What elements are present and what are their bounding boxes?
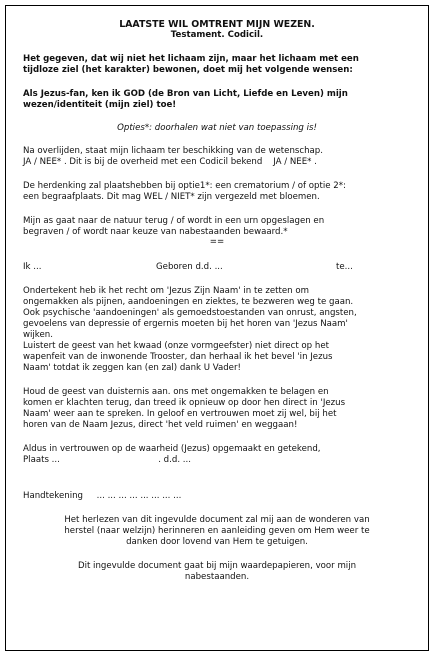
darkness-line: Naam' weer aan te spreken. In geloof en vertrouwen moet zij wel, bij het — [23, 409, 337, 419]
closing-line: nabestaanden. — [184, 572, 250, 582]
authority-line: Ondertekent heb ik het recht om 'Jezus Zijn Naam' in te zetten om — [23, 286, 309, 296]
closing-line: danken door lovend van Hem te getuigen. — [126, 537, 308, 547]
intro-line: Het gegeven, dat wij niet het lichaam zijn, maar het lichaam met een — [23, 54, 359, 64]
authority-line: wapenfeit van de inwonende Trooster, dan herhaal ik het bevel 'in Jezus — [23, 352, 333, 362]
authority-line: wijken. — [23, 330, 53, 340]
ashes-line: Mijn as gaat naar de natuur terug / of wordt in een urn opgeslagen en — [23, 216, 325, 226]
closing-line: herstel (naar welzijn) herinneren en aanleiding geven om Hem weer te — [64, 526, 370, 536]
memorial-line: De herdenking zal plaatshebben bij optie1*: een crematorium / of optie 2*: — [23, 181, 346, 191]
authority-line: Ook psychische 'aandoeningen' als gemoedstoestanden van onrust, angsten, — [23, 308, 357, 318]
authority-line: ongemakken als pijnen, aandoeningen en ziektes, te bezweren weg te gaan. — [23, 297, 354, 307]
closing-line: Dit ingevulde document gaat bij mijn waardepapieren, voor mijn — [77, 561, 357, 571]
authority-line: Naam' totdat ik zeggen kan (en zal) dank U Vader! — [23, 363, 241, 373]
body-donation-line: JA / NEE* . Dit is bij de overheid met een Codicil bekend JA / NEE* . — [23, 157, 317, 167]
memorial-line: een begraafplaats. Dit mag WEL / NIET* zijn vergezeld met bloemen. — [23, 192, 320, 202]
signature-line: Handtekening ... ... ... ... ... ... ... ... — [23, 491, 182, 501]
name-field: Ik ... — [23, 262, 42, 272]
place-date-line: Plaats ... . d.d. ... — [23, 455, 191, 465]
ashes-line: begraven / of wordt naar keuze van nabestaanden bewaard.* — [23, 227, 288, 237]
closing-line: Het herlezen van dit ingevulde document zal mij aan de wonderen van — [64, 515, 370, 525]
birthdate-field: Geboren d.d. ... — [156, 262, 223, 272]
document-subtitle: Testament. Codicil. — [170, 30, 264, 40]
darkness-line: komen er klachten terug, dan treed ik opnieuw op door hen direct in 'Jezus — [23, 398, 346, 408]
options-note: Opties*: doorhalen wat niet van toepassing is! — [117, 123, 317, 133]
authority-line: Luistert de geest van het kwaad (onze vormgeefster) niet direct op het — [23, 341, 329, 351]
darkness-line: Houd de geest van duisternis aan. ons met ongemakken te belagen en — [23, 387, 329, 397]
intro-line: tijdloze ziel (het karakter) bewonen, doet mij het volgende wensen: — [23, 65, 353, 75]
separator: == — [209, 237, 225, 247]
testament-document — [5, 5, 429, 651]
jesus-fan-line: Als Jezus-fan, ken ik GOD (de Bron van Licht, Liefde en Leven) mijn — [23, 89, 348, 99]
darkness-line: horen van de Naam Jezus, direct 'het veld ruimen' en weggaan! — [23, 420, 298, 430]
signed-line: Aldus in vertrouwen op de waarheid (Jezus) opgemaakt en getekend, — [23, 444, 321, 454]
birthplace-field: te... — [336, 262, 353, 272]
authority-line: gevoelens van depressie of ergernis moeten bij het horen van 'Jezus Naam' — [23, 319, 348, 329]
body-donation-line: Na overlijden, staat mijn lichaam ter beschikking van de wetenschap. — [23, 146, 323, 156]
jesus-fan-line: wezen/identiteit (mijn ziel) toe! — [23, 100, 177, 110]
document-title: LAATSTE WIL OMTRENT MIJN WEZEN. — [119, 19, 315, 30]
